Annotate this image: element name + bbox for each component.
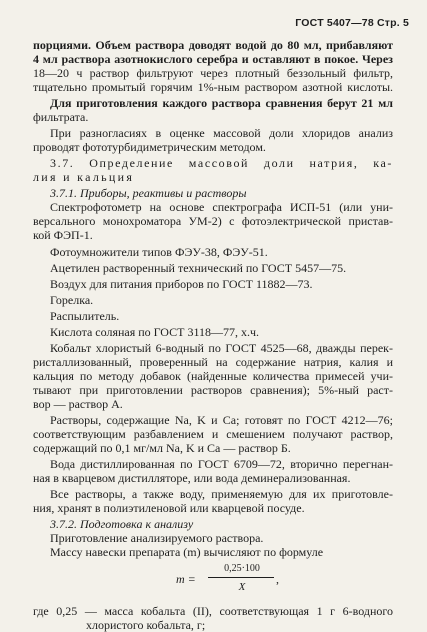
formula-numerator: 0,25·100 bbox=[224, 563, 260, 574]
text-line: где 0,25 — масса кобальта (II), соответствующая 1 г 6-водного bbox=[33, 604, 393, 618]
text-line: Горелка. bbox=[50, 293, 94, 307]
section-heading: лия и кальция bbox=[33, 170, 135, 184]
text-line: Фотоумножители типов ФЭУ-38, ФЭУ-51. bbox=[50, 245, 268, 259]
text-line: тывают при приготовлении растворов сравнения); 5%-ный раст- bbox=[33, 383, 393, 397]
text-line: ристаллизованный, проверенный на содержание натрия, калия и bbox=[33, 355, 393, 369]
text-line: Все растворы, а также воду, применяемую для их приготовле- bbox=[50, 487, 393, 501]
formula-denominator: X bbox=[238, 581, 246, 593]
formula-lhs: m = bbox=[176, 572, 196, 586]
text-line: хлористого кобальта, г; bbox=[86, 618, 206, 632]
text-line: ния, хранят в полиэтиленовой или кварцевой посуде. bbox=[33, 501, 305, 515]
text-line: 4 мл раствора азотнокислого серебра и оставляют в покое. Через bbox=[33, 52, 393, 66]
text-line: Для приготовления каждого раствора сравнения берут 21 мл bbox=[50, 96, 393, 110]
text-line: 18—20 ч раствор фильтруют через плотный беззольный фильтр, bbox=[33, 66, 393, 80]
text-line: содержащий по 0,1 мг/мл Na, K и Ca — раствор Б. bbox=[33, 441, 291, 455]
text-line: фильтрата. bbox=[33, 110, 89, 124]
text-line: проводят фототурбидиметрическим методом. bbox=[33, 140, 266, 154]
text-line: Вода дистиллированная по ГОСТ 6709—72, вторично перегнан- bbox=[50, 457, 393, 471]
fraction-bar bbox=[208, 577, 274, 578]
formula-tail: , bbox=[276, 572, 279, 586]
text-line: тщательно промытый горячим 1%-ным раствором азотной кислоты. bbox=[33, 80, 393, 94]
text-line: Спектрофотометр на основе спектрографа ИСП-51 (или уни- bbox=[50, 200, 393, 214]
text-line: Массу навески препарата (m) вычисляют по формуле bbox=[50, 545, 324, 559]
page-header: ГОСТ 5407—78 Стр. 5 bbox=[295, 17, 409, 29]
text-line: ная в кварцевом дистилляторе, или вода деминерализованная. bbox=[33, 471, 351, 485]
section-heading: 3.7. Определение массовой доли натрия, ка- bbox=[50, 156, 393, 170]
text-line: кальция по методу добавок (найденные количества примесей учи- bbox=[33, 369, 393, 383]
text-line: Приготовление анализируемого раствора. bbox=[50, 531, 264, 545]
text-line: соответствующим разбавлением и смешением получают раствор, bbox=[33, 427, 393, 441]
text-line: Кобальт хлористый 6-водный по ГОСТ 4525—68, дважды перек- bbox=[50, 341, 393, 355]
text-line: Растворы, содержащие Na, K и Ca; готовят по ГОСТ 4212—76; bbox=[50, 413, 393, 427]
text-line: Кислота соляная по ГОСТ 3118—77, х.ч. bbox=[50, 325, 260, 339]
text-line: версального монохроматора УМ-2) с фотоэлектрической пристав- bbox=[33, 214, 393, 228]
subsection-heading: 3.7.2. Подготовка к анализу bbox=[50, 517, 194, 531]
text-line: Ацетилен растворенный технический по ГОСТ 5457—75. bbox=[50, 261, 347, 275]
text-line: вор — раствор А. bbox=[33, 397, 123, 411]
text-line: Распылитель. bbox=[50, 309, 120, 323]
text-line: При разногласиях в оценке массовой доли хлоридов анализ bbox=[50, 126, 393, 140]
text-line: кой ФЭП-1. bbox=[33, 228, 93, 242]
subsection-heading: 3.7.1. Приборы, реактивы и растворы bbox=[50, 186, 247, 200]
text-line: Воздух для питания приборов по ГОСТ 11882—73. bbox=[50, 277, 313, 291]
text-line: порциями. Объем раствора доводят водой до 80 мл, прибавляют bbox=[33, 38, 393, 52]
